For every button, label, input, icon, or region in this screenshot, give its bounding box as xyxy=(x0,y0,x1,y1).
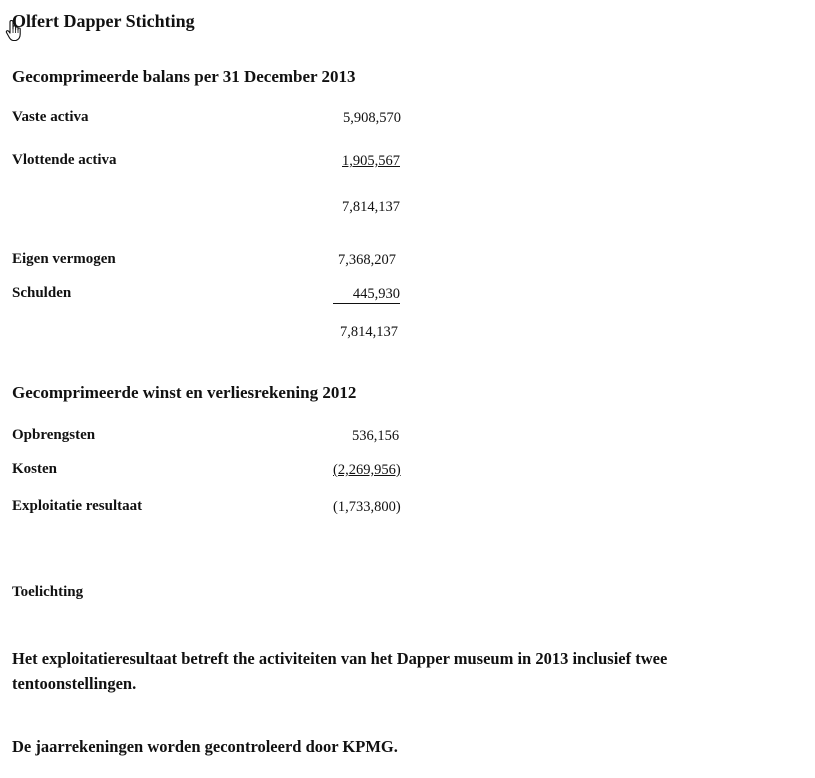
row-value-opbrengsten: 536,156 xyxy=(352,428,400,444)
page-title: Olfert Dapper Stichting xyxy=(12,11,195,31)
row-label-schulden: Schulden xyxy=(12,285,72,301)
row-value-vaste-activa: 5,908,570 xyxy=(343,110,401,126)
row-label-eigen-vermogen: Eigen vermogen xyxy=(12,251,116,267)
row-value-exploitatie-resultaat: (1,733,800) xyxy=(333,499,401,515)
row-label-exploitatie-resultaat: Exploitatie resultaat xyxy=(12,498,143,514)
row-value-total-passiva: 7,814,137 xyxy=(340,324,398,340)
row-value-eigen-vermogen: 7,368,207 xyxy=(338,252,396,268)
row-value-vlottende-activa: 1,905,567 xyxy=(342,153,400,169)
row-value-total-activa: 7,814,137 xyxy=(342,199,400,215)
row-value-schulden-text: 445,930 xyxy=(352,286,400,302)
row-value-kosten: (2,269,956) xyxy=(333,462,401,478)
notes-paragraph-2: De jaarrekeningen worden gecontroleerd door KPMG. xyxy=(12,737,398,756)
notes-heading: Toelichting xyxy=(12,584,84,600)
income-heading: Gecomprimeerde winst en verliesrekening 2012 xyxy=(12,383,357,402)
row-label-vaste-activa: Vaste activa xyxy=(12,109,89,125)
row-label-opbrengsten: Opbrengsten xyxy=(12,427,96,443)
notes-paragraph-1: Het exploitatieresultaat betreft the activiteiten van het Dapper museum in 2013 inclusief twee tentoonstellingen. xyxy=(12,649,668,693)
balance-heading: Gecomprimeerde balans per 31 December 2013 xyxy=(12,67,356,86)
row-value-schulden xyxy=(333,286,400,304)
row-label-kosten: Kosten xyxy=(12,461,57,477)
row-label-vlottende-activa: Vlottende activa xyxy=(12,152,117,168)
